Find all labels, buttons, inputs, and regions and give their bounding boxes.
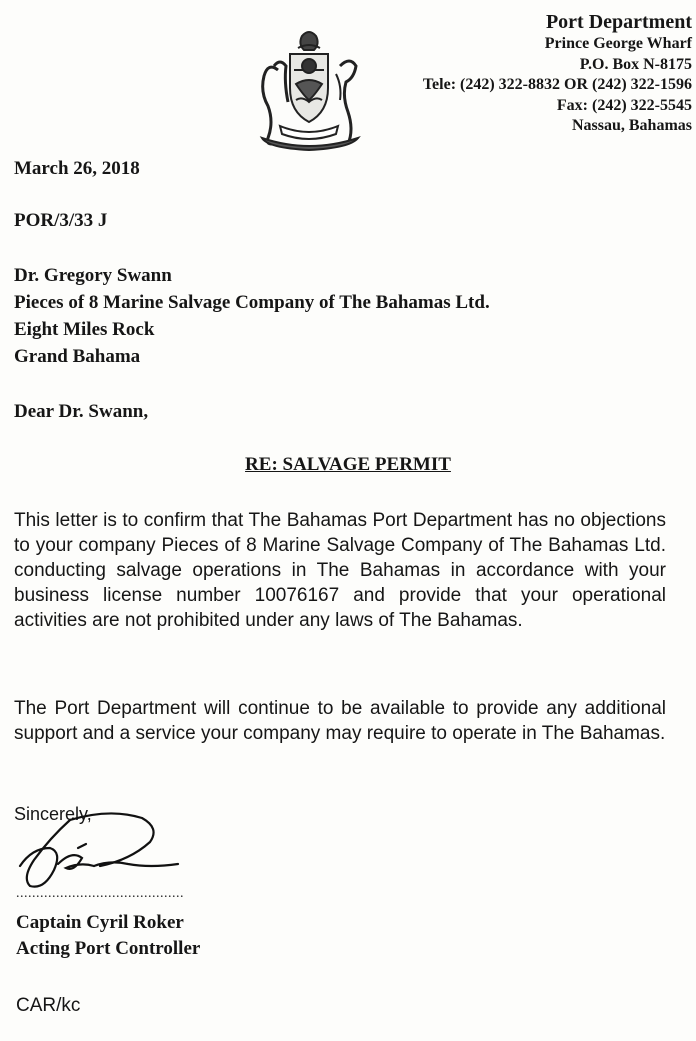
recipient-island: Grand Bahama bbox=[14, 346, 141, 367]
closing: Sincerely, bbox=[14, 804, 92, 824]
signature-image bbox=[10, 808, 230, 898]
signer-block bbox=[16, 910, 200, 962]
body-paragraph-2: The Port Department will continue to be available to provide any additional support and a service your company may require to operate in The Bahamas. bbox=[14, 698, 666, 744]
department-name: Port Department bbox=[545, 11, 692, 33]
signature-dotted-line: .......................................... bbox=[16, 886, 184, 901]
recipient-name: Dr. Gregory Swann bbox=[14, 265, 172, 286]
recipient-address bbox=[14, 262, 490, 370]
signer-name: Captain Cyril Roker bbox=[16, 912, 184, 933]
letter-date: March 26, 2018 bbox=[14, 158, 140, 179]
recipient-company: Pieces of 8 Marine Salvage Company of The Bahamas Ltd. bbox=[14, 292, 490, 313]
letterhead bbox=[423, 10, 692, 137]
salutation: Dear Dr. Swann, bbox=[14, 401, 149, 422]
fax: Fax: (242) 322-5545 bbox=[556, 96, 692, 114]
signer-title: Acting Port Controller bbox=[16, 938, 201, 959]
typist-initials: CAR/kc bbox=[16, 995, 81, 1016]
city: Nassau, Bahamas bbox=[571, 117, 692, 134]
telephone: Tele: (242) 322-8832 OR (242) 322-1596 bbox=[422, 76, 692, 93]
reference-number: POR/3/33 J bbox=[14, 210, 108, 231]
address-line: Prince George Wharf bbox=[544, 35, 692, 52]
recipient-street: Eight Miles Rock bbox=[14, 319, 155, 340]
subject-text: RE: SALVAGE PERMIT bbox=[245, 454, 451, 475]
subject-line bbox=[0, 454, 696, 476]
body-paragraph-1: This letter is to confirm that The Bahamas Port Department has no objections to your company Pieces of 8 Marine Salvage Company of The Bahamas Ltd. conducting salvage operations in The Bahamas in accordance with your business license number 10076167 and provide that your operational activities are not prohibited under any laws of The Bahamas. bbox=[14, 510, 666, 631]
po-box: P.O. Box N-8175 bbox=[579, 55, 692, 73]
coat-of-arms-icon bbox=[250, 26, 368, 154]
